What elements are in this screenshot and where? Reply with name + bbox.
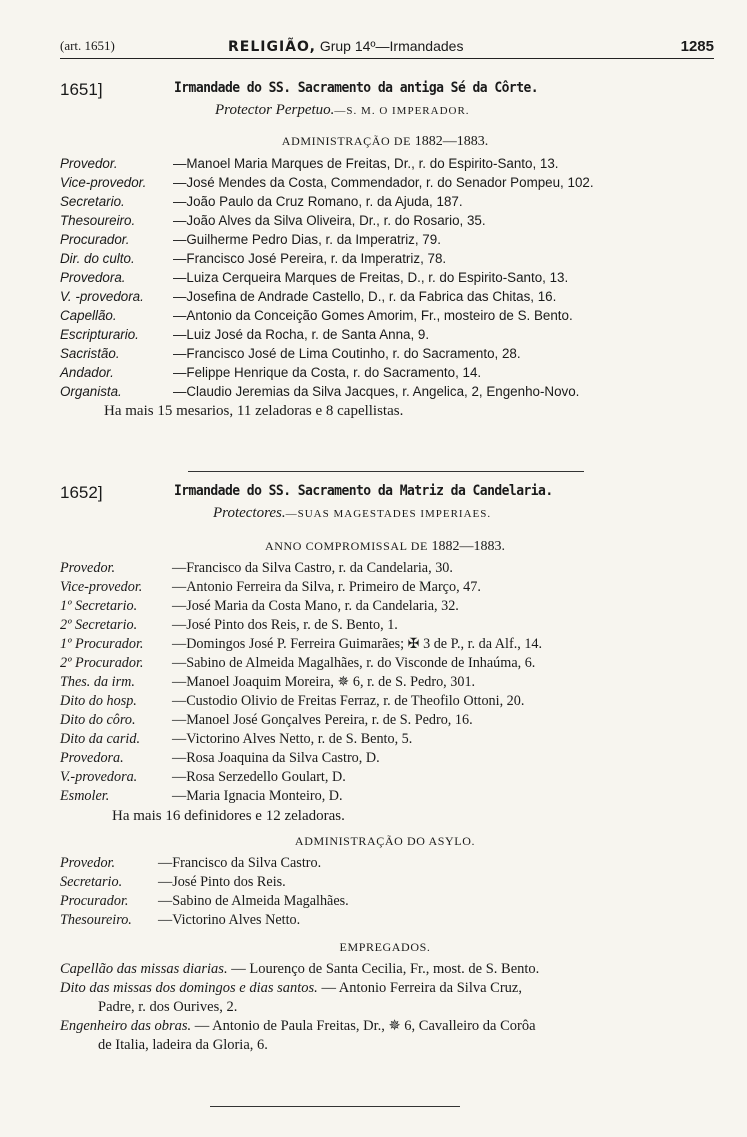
officer-title: Secretario. — [60, 874, 123, 890]
officer-detail: —Domingos José P. Ferreira Guimarães; ✠ 3 de P., r. da Alf., 14. — [172, 636, 543, 652]
additional-members: Ha mais 15 mesarios, 11 zeladoras e 8 capellistas. — [104, 403, 404, 419]
officer-row — [60, 616, 710, 635]
officer-detail: —Rosa Joaquina da Silva Castro, D. — [172, 750, 380, 766]
header-section-bold: RELIGIÃO, — [228, 39, 316, 55]
officer-detail: —Francisco José de Lima Coutinho, r. do Sacramento, 28. — [173, 346, 521, 361]
admin-label: ADMINISTRAÇÃO DE — [281, 134, 412, 148]
officer-detail: —Manoel Joaquim Moreira, ✵ 6, r. de S. Pedro, 301. — [172, 674, 476, 690]
officer-detail: —José Pinto dos Reis, r. de S. Bento, 1. — [172, 617, 398, 633]
officer-detail: —Luiz José da Rocha, r. de Santa Anna, 9. — [173, 327, 430, 342]
officer-detail: —Felippe Henrique da Costa, r. do Sacramento, 14. — [173, 365, 482, 380]
officer-row — [60, 325, 710, 344]
officer-detail: —Victorino Alves Netto, r. de S. Bento, 5. — [172, 731, 413, 747]
officer-detail: —Sabino de Almeida Magalhães, r. do Visconde de Inhaúma, 6. — [172, 655, 536, 671]
staff-entry-cont: Padre, r. dos Ourives, 2. — [98, 999, 238, 1015]
officer-title: Escripturario. — [60, 327, 139, 342]
admin-years: 1882—1883. — [431, 539, 506, 554]
protector-value: —SUAS MAGESTADES IMPERIAES. — [285, 508, 492, 520]
page — [60, 38, 714, 1055]
officer-detail: —João Alves da Silva Oliveira, Dr., r. do Rosario, 35. — [173, 213, 486, 228]
entry-title: Irmandade do SS. Sacramento da Matriz da Candelaria. — [174, 483, 553, 499]
protector-label: Protectores. — [213, 505, 286, 521]
officer-title: Sacristão. — [60, 346, 120, 361]
officer-title: Dito do hosp. — [60, 693, 137, 709]
asylo-list — [60, 854, 710, 930]
officer-row — [60, 673, 710, 692]
officer-row — [60, 382, 710, 401]
header-section-rest: Grup 14º—Irmandades — [319, 38, 464, 54]
officer-title: Capellão. — [60, 308, 117, 323]
officer-title: Secretario. — [60, 194, 125, 209]
officer-detail: —Antonio da Conceição Gomes Amorim, Fr., mosteiro de S. Bento. — [173, 308, 573, 323]
officer-title: Procurador. — [60, 232, 130, 247]
officer-row — [60, 854, 710, 873]
section-divider — [210, 1106, 460, 1107]
admin-label: ANNO COMPROMISSAL DE — [264, 539, 428, 553]
officer-row — [60, 597, 710, 616]
officer-title: Thes. da irm. — [60, 674, 135, 690]
officer-title: Dito do côro. — [60, 712, 136, 728]
officer-detail: —Josefina de Andrade Castello, D., r. da Fabrica das Chitas, 16. — [173, 289, 557, 304]
staff-detail: — Lourenço de Santa Cecilia, Fr., most. de S. Bento. — [227, 961, 540, 977]
header-rule — [60, 58, 714, 59]
officer-title: Provedora. — [60, 270, 126, 285]
section-divider — [188, 471, 584, 472]
officer-row — [60, 287, 710, 306]
officer-title: V. -provedora. — [60, 289, 144, 304]
officer-title: 2º Procurador. — [60, 655, 144, 671]
additional-members: Ha mais 16 definidores e 12 zeladoras. — [112, 808, 345, 824]
officer-title: Provedor. — [60, 560, 116, 576]
officer-detail: —Guilherme Pedro Dias, r. da Imperatriz, 79. — [173, 232, 441, 247]
officer-list — [60, 154, 710, 401]
officer-detail: —Victorino Alves Netto. — [158, 912, 301, 928]
officer-title: V.-provedora. — [60, 769, 138, 785]
officer-row — [60, 230, 710, 249]
officer-title: Provedor. — [60, 855, 116, 871]
header-article-ref: (art. 1651) — [60, 38, 115, 53]
officer-row — [60, 578, 710, 597]
staff-title: Dito das missas dos domingos e dias santos. — [60, 980, 318, 996]
officer-detail: —Antonio Ferreira da Silva, r. Primeiro de Março, 47. — [172, 579, 481, 595]
officer-detail: —Manoel José Gonçalves Pereira, r. de S. Pedro, 16. — [172, 712, 473, 728]
officer-row — [60, 363, 710, 382]
running-header — [60, 38, 714, 60]
officer-detail: —Luiza Cerqueira Marques de Freitas, D., r. do Espirito-Santo, 13. — [173, 270, 569, 285]
staff-entry — [60, 1017, 710, 1036]
asylo-heading: ADMINISTRAÇÃO DO ASYLO. — [294, 834, 476, 848]
officer-title: Thesoureiro. — [60, 213, 136, 228]
entry-title: Irmandade do SS. Sacramento da antiga Sé da Côrte. — [174, 80, 539, 96]
officer-row — [60, 787, 710, 806]
officer-row — [60, 344, 710, 363]
officer-row — [60, 911, 710, 930]
protector-label: Protector Perpetuo. — [215, 102, 335, 118]
entry-number: 1652] — [60, 483, 103, 502]
officer-title: Provedora. — [60, 750, 124, 766]
protector-line — [213, 505, 710, 525]
officer-title: Andador. — [60, 365, 114, 380]
officer-detail: —Francisco José Pereira, r. da Imperatriz, 78. — [173, 251, 447, 266]
admin-years: 1882—1883. — [414, 134, 489, 149]
officer-detail: —José Maria da Costa Mano, r. da Candelaria, 32. — [172, 598, 459, 614]
officer-detail: —Francisco da Silva Castro, r. da Candelaria, 30. — [172, 560, 453, 576]
officer-title: 1º Procurador. — [60, 636, 144, 652]
staff-entry — [60, 960, 710, 979]
officer-row — [60, 559, 710, 578]
officer-row — [60, 768, 710, 787]
officer-title: Organista. — [60, 384, 122, 399]
officer-detail: —Sabino de Almeida Magalhães. — [158, 893, 349, 909]
officer-detail: —José Pinto dos Reis. — [158, 874, 286, 890]
entry-heading — [60, 483, 710, 505]
protector-value: —S. M. O IMPERADOR. — [334, 105, 470, 117]
officer-row — [60, 154, 710, 173]
officer-list — [60, 559, 710, 806]
officer-row — [60, 173, 710, 192]
officer-title: Procurador. — [60, 893, 129, 909]
officer-row — [60, 730, 710, 749]
staff-entry — [60, 979, 710, 998]
officer-title: Esmoler. — [60, 788, 110, 804]
officer-title: Thesoureiro. — [60, 912, 132, 928]
officer-title: Provedor. — [60, 156, 118, 171]
officer-detail: —Manoel Maria Marques de Freitas, Dr., r. do Espirito-Santo, 13. — [173, 156, 559, 171]
officer-title: 2º Secretario. — [60, 617, 138, 633]
officer-row — [60, 192, 710, 211]
officer-detail: —Claudio Jeremias da Silva Jacques, r. Angelica, 2, Engenho-Novo. — [173, 384, 580, 399]
officer-title: 1º Secretario. — [60, 598, 138, 614]
officer-detail: —João Paulo da Cruz Romano, r. da Ajuda, 187. — [173, 194, 463, 209]
entry-number: 1651] — [60, 80, 103, 99]
admin-heading — [60, 539, 710, 557]
officer-row — [60, 692, 710, 711]
officer-detail: —Rosa Serzedello Goulart, D. — [172, 769, 346, 785]
officer-row — [60, 892, 710, 911]
page-number: 1285 — [680, 38, 714, 55]
officer-detail: —Maria Ignacia Monteiro, D. — [172, 788, 343, 804]
officer-title: Dir. do culto. — [60, 251, 135, 266]
officer-title: Dito da carid. — [60, 731, 140, 747]
officer-row — [60, 635, 710, 654]
officer-row — [60, 268, 710, 287]
staff-detail: — Antonio de Paula Freitas, Dr., ✵ 6, Cavalleiro da Corôa — [191, 1018, 536, 1034]
officer-row — [60, 749, 710, 768]
entry-heading — [60, 80, 710, 102]
protector-line — [215, 102, 710, 122]
officer-row — [60, 873, 710, 892]
officer-detail: —José Mendes da Costa, Commendador, r. do Senador Pompeu, 102. — [173, 175, 594, 190]
staff-entry-cont: de Italia, ladeira da Gloria, 6. — [98, 1037, 268, 1053]
staff-title: Engenheiro das obras. — [60, 1018, 192, 1034]
staff-detail: — Antonio Ferreira da Silva Cruz, — [317, 980, 522, 996]
officer-detail: —Francisco da Silva Castro. — [158, 855, 322, 871]
officer-row — [60, 711, 710, 730]
admin-heading — [60, 134, 710, 152]
officer-title: Vice-provedor. — [60, 175, 147, 190]
header-section — [228, 38, 463, 55]
empregados-heading: EMPREGADOS. — [339, 940, 431, 954]
officer-row — [60, 306, 710, 325]
officer-row — [60, 249, 710, 268]
officer-title: Vice-provedor. — [60, 579, 143, 595]
staff-title: Capellão das missas diarias. — [60, 961, 228, 977]
officer-row — [60, 211, 710, 230]
entry-1651 — [60, 80, 710, 421]
officer-detail: —Custodio Olivio de Freitas Ferraz, r. de Theofilo Ottoni, 20. — [172, 693, 525, 709]
officer-row — [60, 654, 710, 673]
entry-1652 — [60, 483, 710, 1055]
